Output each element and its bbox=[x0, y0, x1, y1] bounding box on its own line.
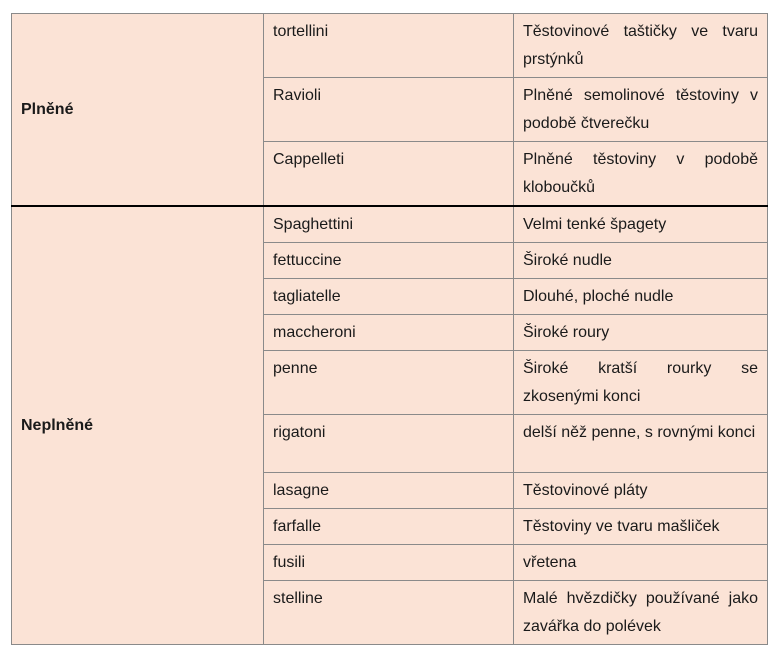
pasta-description: Velmi tenké špagety bbox=[514, 206, 768, 243]
pasta-description: Dlouhé, ploché nudle bbox=[514, 279, 768, 315]
table-row bbox=[12, 206, 768, 243]
pasta-name: tagliatelle bbox=[264, 279, 514, 315]
pasta-name: Ravioli bbox=[264, 78, 514, 142]
pasta-description: Plněné těstoviny v podobě kloboučků bbox=[514, 142, 768, 207]
pasta-description: vřetena bbox=[514, 545, 768, 581]
pasta-description: Těstoviny ve tvaru mašliček bbox=[514, 509, 768, 545]
pasta-name: fusili bbox=[264, 545, 514, 581]
pasta-description: Široké nudle bbox=[514, 243, 768, 279]
pasta-description: Malé hvězdičky používané jako zavářka do polévek bbox=[514, 581, 768, 645]
pasta-name: maccheroni bbox=[264, 315, 514, 351]
pasta-name: Spaghettini bbox=[264, 206, 514, 243]
pasta-table bbox=[11, 13, 768, 645]
pasta-description: Těstovinové pláty bbox=[514, 473, 768, 509]
pasta-description: Široké kratší rourky se zkosenými konci bbox=[514, 351, 768, 415]
table-row bbox=[12, 14, 768, 78]
pasta-name: farfalle bbox=[264, 509, 514, 545]
pasta-description: Plněné semolinové těstoviny v podobě čtverečku bbox=[514, 78, 768, 142]
group-label-filled: Plněné bbox=[12, 14, 264, 207]
pasta-description: Těstovinové taštičky ve tvaru prstýnků bbox=[514, 14, 768, 78]
pasta-description: delší něž penne, s rovnými konci bbox=[514, 415, 768, 473]
pasta-name: fettuccine bbox=[264, 243, 514, 279]
pasta-description: Široké roury bbox=[514, 315, 768, 351]
pasta-name: tortellini bbox=[264, 14, 514, 78]
group-label-unfilled: Neplněné bbox=[12, 206, 264, 645]
pasta-name: lasagne bbox=[264, 473, 514, 509]
pasta-name: rigatoni bbox=[264, 415, 514, 473]
pasta-name: stelline bbox=[264, 581, 514, 645]
pasta-name: Cappelleti bbox=[264, 142, 514, 207]
pasta-name: penne bbox=[264, 351, 514, 415]
